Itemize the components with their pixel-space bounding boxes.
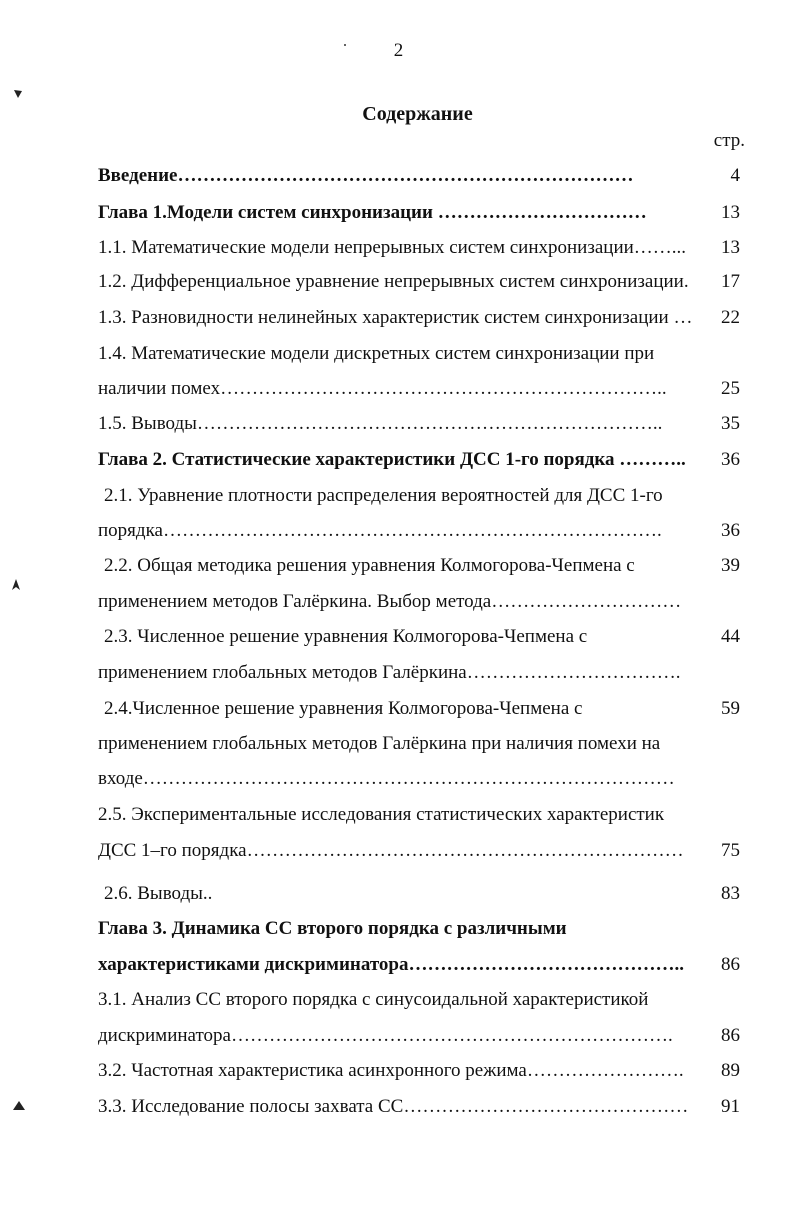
toc-entry-3-3[interactable]: 3.3. Исследование полосы захвата СС……………………………………… <box>98 1096 689 1117</box>
toc-entry-chapter-3[interactable]: Глава 3. Динамика СС второго порядка с различными <box>98 918 567 939</box>
toc-entry-2-3[interactable]: 2.3. Численное решение уравнения Колмогорова-Чепмена с <box>104 626 588 647</box>
toc-entry-2-5[interactable]: 2.5. Экспериментальные исследования статистических характеристик <box>98 804 665 825</box>
toc-entry-2-2[interactable]: 2.2. Общая методика решения уравнения Колмогорова-Чепмена с <box>104 555 635 576</box>
toc-entry-2-4-cont-2[interactable]: входе………………………………………………………………………… <box>98 768 675 789</box>
toc-page-number: 86 <box>721 954 740 975</box>
toc-page-number: 36 <box>721 520 740 541</box>
toc-page-number: 89 <box>721 1060 740 1081</box>
toc-entry-2-5-cont[interactable]: ДСС 1–го порядка…………………………………………………………… <box>98 840 684 861</box>
page-title: Содержание <box>362 103 473 125</box>
toc-page-number: 83 <box>721 883 740 904</box>
toc-entry-3-2[interactable]: 3.2. Частотная характеристика асинхронного режима……………………. <box>98 1060 684 1081</box>
toc-page-number: 35 <box>721 413 740 434</box>
toc-entry-1-4-cont[interactable]: наличии помех…………………………………………………………….. <box>98 378 667 399</box>
toc-entry-1-4[interactable]: 1.4. Математические модели дискретных систем синхронизации при <box>98 343 655 364</box>
scan-mark <box>12 88 24 100</box>
toc-page-number: 25 <box>721 378 740 399</box>
toc-page-number: 44 <box>721 626 740 647</box>
page-number: 2 <box>393 40 404 61</box>
toc-entry-2-1[interactable]: 2.1. Уравнение плотности распределения вероятностей для ДСС 1-го <box>104 485 663 506</box>
toc-entry-2-1-cont[interactable]: порядка……………………………………………………………………. <box>98 520 662 541</box>
toc-page-number: 39 <box>721 555 740 576</box>
toc-entry-2-6[interactable]: 2.6. Выводы.. <box>104 883 213 904</box>
toc-entry-1-3[interactable]: 1.3. Разновидности нелинейных характеристик систем синхронизации … <box>98 307 693 328</box>
toc-entry-2-2-cont[interactable]: применением методов Галёркина. Выбор метода………………………… <box>98 591 682 612</box>
toc-entry-1-5[interactable]: 1.5. Выводы……………………………………………………………….. <box>98 413 663 434</box>
toc-entry-chapter-1[interactable]: Глава 1.Модели систем синхронизации …………………………… <box>98 202 647 223</box>
page-column-label: стр. <box>713 130 745 151</box>
toc-page-number: 22 <box>721 307 740 328</box>
toc-entry-2-4-cont[interactable]: применением глобальных методов Галёркина при наличия помехи на <box>98 733 661 754</box>
toc-entry-2-3-cont[interactable]: применением глобальных методов Галёркина……………………………. <box>98 662 681 683</box>
toc-page-number: 59 <box>721 698 740 719</box>
scan-speck <box>344 44 346 46</box>
toc-entry-3-1[interactable]: 3.1. Анализ СС второго порядка с синусоидальной характеристикой <box>98 989 649 1010</box>
toc-entry-1-2[interactable]: 1.2. Дифференциальное уравнение непрерывных систем синхронизации. <box>98 271 689 292</box>
toc-entry-1-1[interactable]: 1.1. Математические модели непрерывных систем синхронизации……... <box>98 237 687 258</box>
scan-mark <box>12 1100 26 1112</box>
toc-page-number: 13 <box>721 202 740 223</box>
toc-page-number: 4 <box>730 165 740 186</box>
toc-entry-chapter-2[interactable]: Глава 2. Статистические характеристики ДСС 1-го порядка ……….. <box>98 449 686 470</box>
toc-page-number: 75 <box>721 840 740 861</box>
toc-entry-intro[interactable]: Введение……………………………………………………………… <box>98 165 634 186</box>
toc-entry-chapter-3-cont[interactable]: характеристиками дискриминатора…………………………………….. <box>98 954 685 975</box>
scan-mark <box>10 578 22 592</box>
toc-entry-2-4[interactable]: 2.4.Численное решение уравнения Колмогорова-Чепмена с <box>104 698 583 719</box>
toc-entry-3-1-cont[interactable]: дискриминатора……………………………………………………………. <box>98 1025 673 1046</box>
toc-page-number: 86 <box>721 1025 740 1046</box>
toc-page-number: 36 <box>721 449 740 470</box>
toc-page-number: 91 <box>721 1096 740 1117</box>
toc-page-number: 13 <box>721 237 740 258</box>
toc-page-number: 17 <box>721 271 740 292</box>
